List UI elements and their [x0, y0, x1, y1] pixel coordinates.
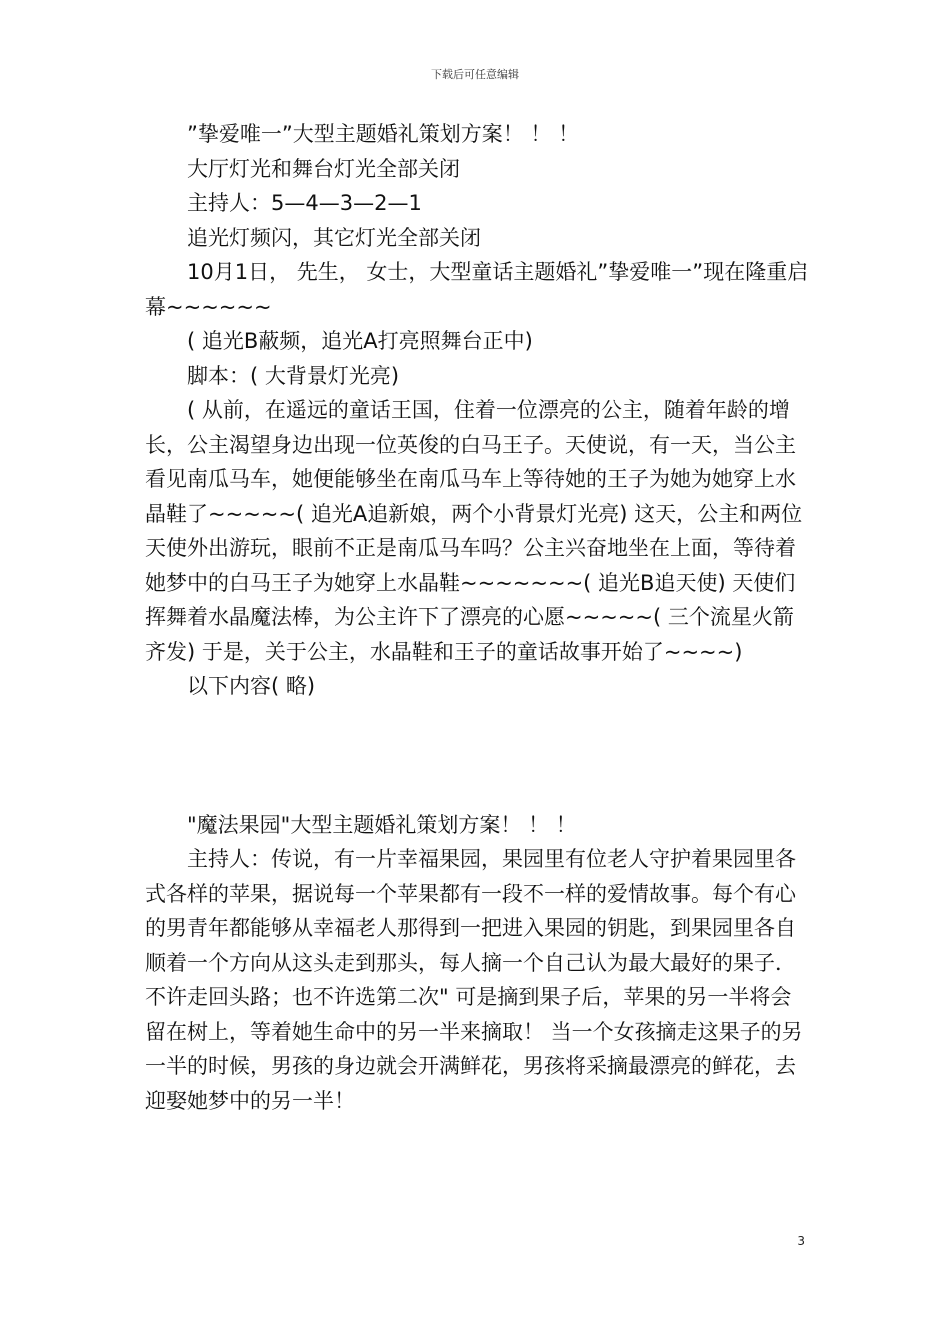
- paragraph: 大厅灯光和舞台灯光全部关闭: [187, 156, 460, 181]
- paragraph: ( 从前，在遥远的童话王国，住着一位漂亮的公主，随着年龄的增长，公主渴望身边出现一位英俊的白马王子。天使说，有一天，当公主看见南瓜马车，她便能够坐在南瓜马车上等待她的王子为她为她穿上水晶鞋了~~~~~( 追光A追新娘，两个小背景灯光亮) 这天，公主和两位天使外出游玩，眼前不正是南瓜马车吗？公主兴奋地坐在上面，等待着她梦中的白马王子为她穿上水晶鞋~~~~~~~( 追光B追天使) 天使们挥舞着水晶魔法棒，为公主许下了漂亮的心愿~~~~~( 三个流星火箭齐发) 于是，关于公主，水晶鞋和王子的童话故事开始了~~~~): [145, 398, 803, 664]
- paragraph: 主持人：5—4—3—2—1: [187, 191, 422, 215]
- paragraph: 追光灯频闪，其它灯光全部关闭: [187, 225, 481, 250]
- section2-title: "魔法果园"大型主题婚礼策划方案！ ！ ！: [187, 812, 577, 837]
- paragraph: 主持人：传说，有一片幸福果园，果园里有位老人守护着果园里各式各样的苹果，据说每一个苹果都有一段不一样的爱情故事。每个有心的男青年都能够从幸福老人那得到一把进入果园的钥匙，到果园里各自顺着一个方向从这头走到那头，每人摘一个自己认为最大最好的果子．不许走回头路；也不许选第二次" 可是摘到果子后，苹果的另一半将会留在树上，等着她生命中的另一半来摘取！ 当一个女孩摘走这果子的另一半的时候，男孩的身边就会开满鲜花，男孩将采摘最漂亮的鲜花，去迎娶她梦中的另一半！: [145, 847, 803, 1113]
- page-number: 3: [797, 1234, 805, 1248]
- section-spacer: [145, 704, 810, 808]
- paragraph: 以下内容( 略): [187, 674, 316, 698]
- section1-title: ”挚爱唯一”大型主题婚礼策划方案！ ！ ！: [187, 122, 580, 146]
- document-body: [145, 117, 810, 1118]
- page-header: 下载后可任意编辑: [431, 68, 519, 81]
- paragraph: ( 追光B蔽频，追光A打亮照舞台正中): [187, 329, 533, 353]
- paragraph: 脚本：( 大背景灯光亮): [187, 363, 400, 388]
- paragraph: 10月1日， 先生， 女士，大型童话主题婚礼”挚爱唯一”现在隆重启幕~~~~~~: [145, 260, 809, 319]
